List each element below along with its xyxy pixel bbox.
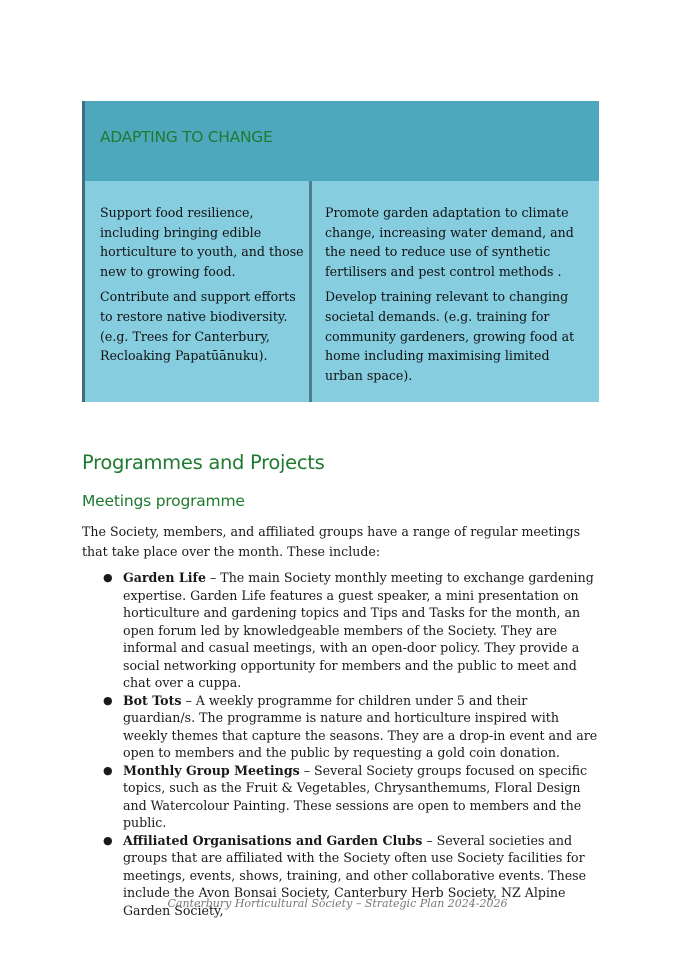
callout-left-column — [100, 203, 304, 372]
list-item-text: – Several Society groups focused on specific topics, such as the Fruit & Vegetables, Chrysanthemums, Floral Design and Watercolour Painting. These sessions are open to members and the public. — [123, 762, 588, 830]
section-heading: Programmes and Projects — [82, 451, 325, 474]
callout-paragraph: Support food resilience, including bringing edible horticulture to youth, and those new to growing food. — [100, 205, 304, 279]
callout-header — [85, 101, 599, 181]
adapting-callout-box — [82, 101, 599, 402]
bullet-icon: ● — [103, 833, 113, 847]
list-item-term: Bot Tots — [123, 692, 182, 708]
list-item-term: Affiliated Organisations and Garden Clubs — [123, 832, 423, 848]
callout-paragraph: Contribute and support efforts to restore native biodiversity. (e.g. Trees for Canterbury, Recloaking Papatūānuku). — [100, 289, 296, 364]
callout-right-column — [325, 203, 587, 391]
bullet-icon: ● — [103, 571, 113, 584]
meetings-list — [82, 569, 602, 919]
list-item-text: – Several societies and groups that are affiliated with the Society often use Society facilities for meetings, events, shows, training, and other collaborative events. These include the Avon Bonsai Society, Canterbury Herb Society, NZ Alpine Garden Society, — [123, 832, 587, 918]
list-item — [82, 569, 602, 692]
list-item-term: Monthly Group Meetings — [123, 762, 300, 778]
list-item — [82, 762, 602, 832]
bullet-icon: ● — [103, 693, 113, 707]
page-footer: Canterbury Horticultural Society – Strategic Plan 2024-2026 — [167, 897, 508, 910]
callout-column-divider — [309, 181, 312, 402]
list-item-text: – The main Society monthly meeting to exchange gardening expertise. Garden Life features a guest speaker, a mini presentation on horticulture and gardening topics and Tips and Tasks for the month, an open forum led by knowledgeable members of the Society. They are informal and casual meetings, with an open-door policy. They provide a social networking opportunity for members and the public to meet and chat over a cuppa. — [123, 570, 594, 690]
intro-paragraph: The Society, members, and affiliated groups have a range of regular meetings that take place over the month. These include: — [82, 524, 581, 559]
callout-paragraph: Develop training relevant to changing societal demands. (e.g. training for community gardeners, growing food at home including maximising limited urban space). — [325, 289, 575, 383]
callout-paragraph: Promote garden adaptation to climate change, increasing water demand, and the need to reduce use of synthetic fertilisers and pest control methods . — [325, 205, 574, 279]
bullet-icon: ● — [103, 763, 113, 777]
list-item-term: Garden Life — [123, 570, 206, 585]
section-subheading: Meetings programme — [82, 492, 245, 510]
list-item — [82, 692, 602, 762]
callout-title: ADAPTING TO CHANGE — [100, 128, 273, 146]
list-item-text: – A weekly programme for children under 5 and their guardian/s. The programme is nature and horticulture inspired with weekly themes that capture the seasons. They are a drop-in event and are open to members and the public by requesting a gold coin donation. — [123, 692, 598, 760]
